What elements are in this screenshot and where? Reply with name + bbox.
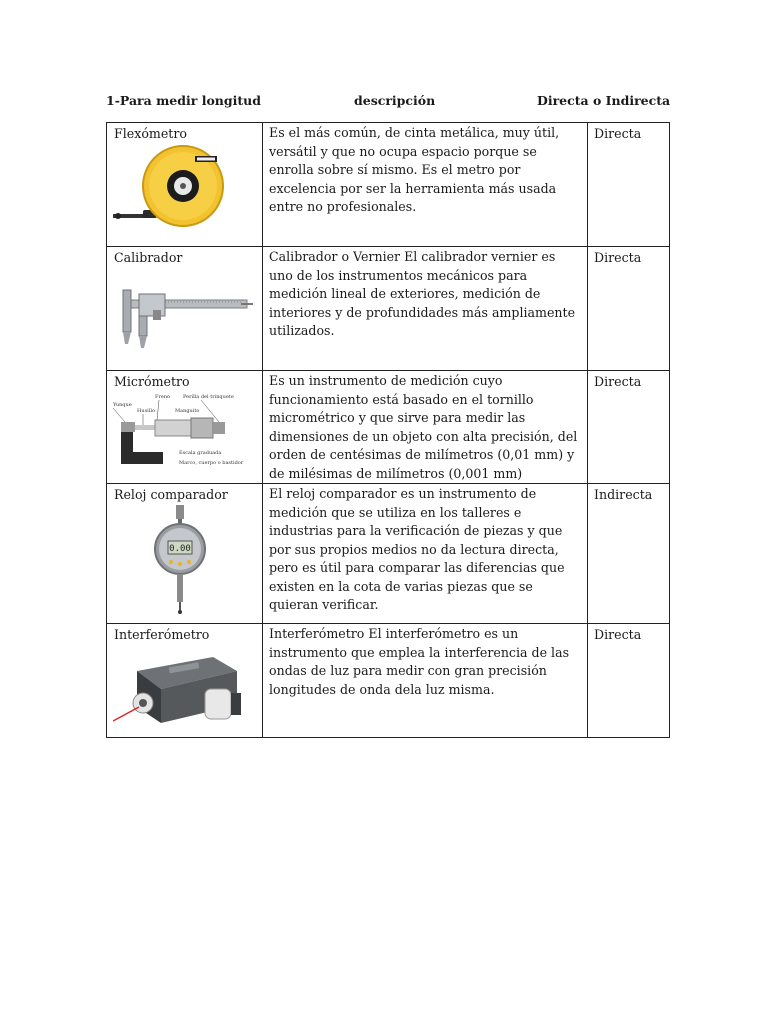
instrument-cell [107, 624, 263, 738]
measurement-type: Directa [594, 250, 642, 265]
description-cell [263, 624, 588, 738]
measurement-type: Directa [594, 126, 642, 141]
measurement-type: Directa [594, 374, 642, 389]
description-cell [263, 123, 588, 247]
instrument-cell [107, 484, 263, 624]
header-col-instrument: 1-Para medir longitud [106, 93, 261, 108]
instrument-cell [107, 371, 263, 484]
instrument-name: Flexómetro [114, 126, 187, 141]
table-header [106, 93, 671, 111]
instrument-description: Es un instrumento de medición cuyo funcionamiento está basado en el tornillo micrométrico y que sirve para medir las dimensiones de un objeto con alta precisión, del orden de centésimas de milímetros (0,01 mm) y de milésimas de milímetros (0,001 mm) [269, 373, 578, 481]
instrument-name: Reloj comparador [114, 487, 228, 502]
instrument-name: Interferómetro [114, 627, 210, 642]
description-cell [263, 484, 588, 624]
table-row [107, 123, 670, 247]
header-col-description: descripción [354, 93, 436, 108]
type-cell [588, 484, 670, 624]
table-row [107, 371, 670, 484]
table-row [107, 484, 670, 624]
table-row [107, 247, 670, 371]
dial-display-reading: 0.00 [169, 543, 191, 554]
description-cell [263, 371, 588, 484]
instrument-description: El reloj comparador es un instrumento de medición que se utiliza en los talleres e industrias para la verificación de piezas y que por sus propios medios no da lectura directa, pero es útil para comparar las diferencias que existen en la cota de varias piezas que se quieran verificar. [269, 486, 565, 612]
tape-measure-icon [113, 144, 253, 236]
micrometer-label-scale: Escala graduada [179, 449, 222, 456]
interferometer-icon [113, 645, 253, 737]
header-col-type: Directa o Indirecta [537, 93, 671, 108]
micrometer-label-sleeve: Manguito [175, 407, 200, 414]
type-cell [588, 371, 670, 484]
instruments-table [106, 122, 670, 738]
micrometer-label-spindle: Husillo [137, 407, 155, 414]
description-cell [263, 247, 588, 371]
micrometer-label-ratchet: Perilla del trinquete [183, 393, 234, 400]
measurement-type: Indirecta [594, 487, 653, 502]
vernier-caliper-icon [113, 268, 253, 360]
micrometer-label-lock: Freno [155, 393, 171, 400]
micrometer-icon [113, 392, 253, 476]
measurement-type: Directa [594, 627, 642, 642]
instrument-cell [107, 247, 263, 371]
micrometer-label-frame: Marco, cuerpo o bastidor [179, 459, 244, 466]
instrument-cell [107, 123, 263, 247]
instrument-description: Es el más común, de cinta metálica, muy útil, versátil y que no ocupa espacio porque se enrolla sobre sí mismo. Es el metro por excelencia por ser la herramienta más usada entre no profesionales. [269, 125, 560, 214]
instrument-description: Calibrador o Vernier El calibrador vernier es uno de los instrumentos mecánicos para medición lineal de exteriores, medición de interiores y de profundidades más ampliamente utilizados. [269, 249, 576, 338]
dial-indicator-icon [113, 505, 253, 621]
instrument-name: Calibrador [114, 250, 183, 265]
instrument-name: Micrómetro [114, 374, 190, 389]
table-row [107, 624, 670, 738]
micrometer-label-anvil: Yunque [113, 401, 132, 408]
type-cell [588, 123, 670, 247]
type-cell [588, 624, 670, 738]
type-cell [588, 247, 670, 371]
instrument-description: Interferómetro El interferómetro es un instrumento que emplea la interferencia de las ondas de luz para medir con gran precisión longitudes de onda dela luz misma. [269, 626, 570, 697]
